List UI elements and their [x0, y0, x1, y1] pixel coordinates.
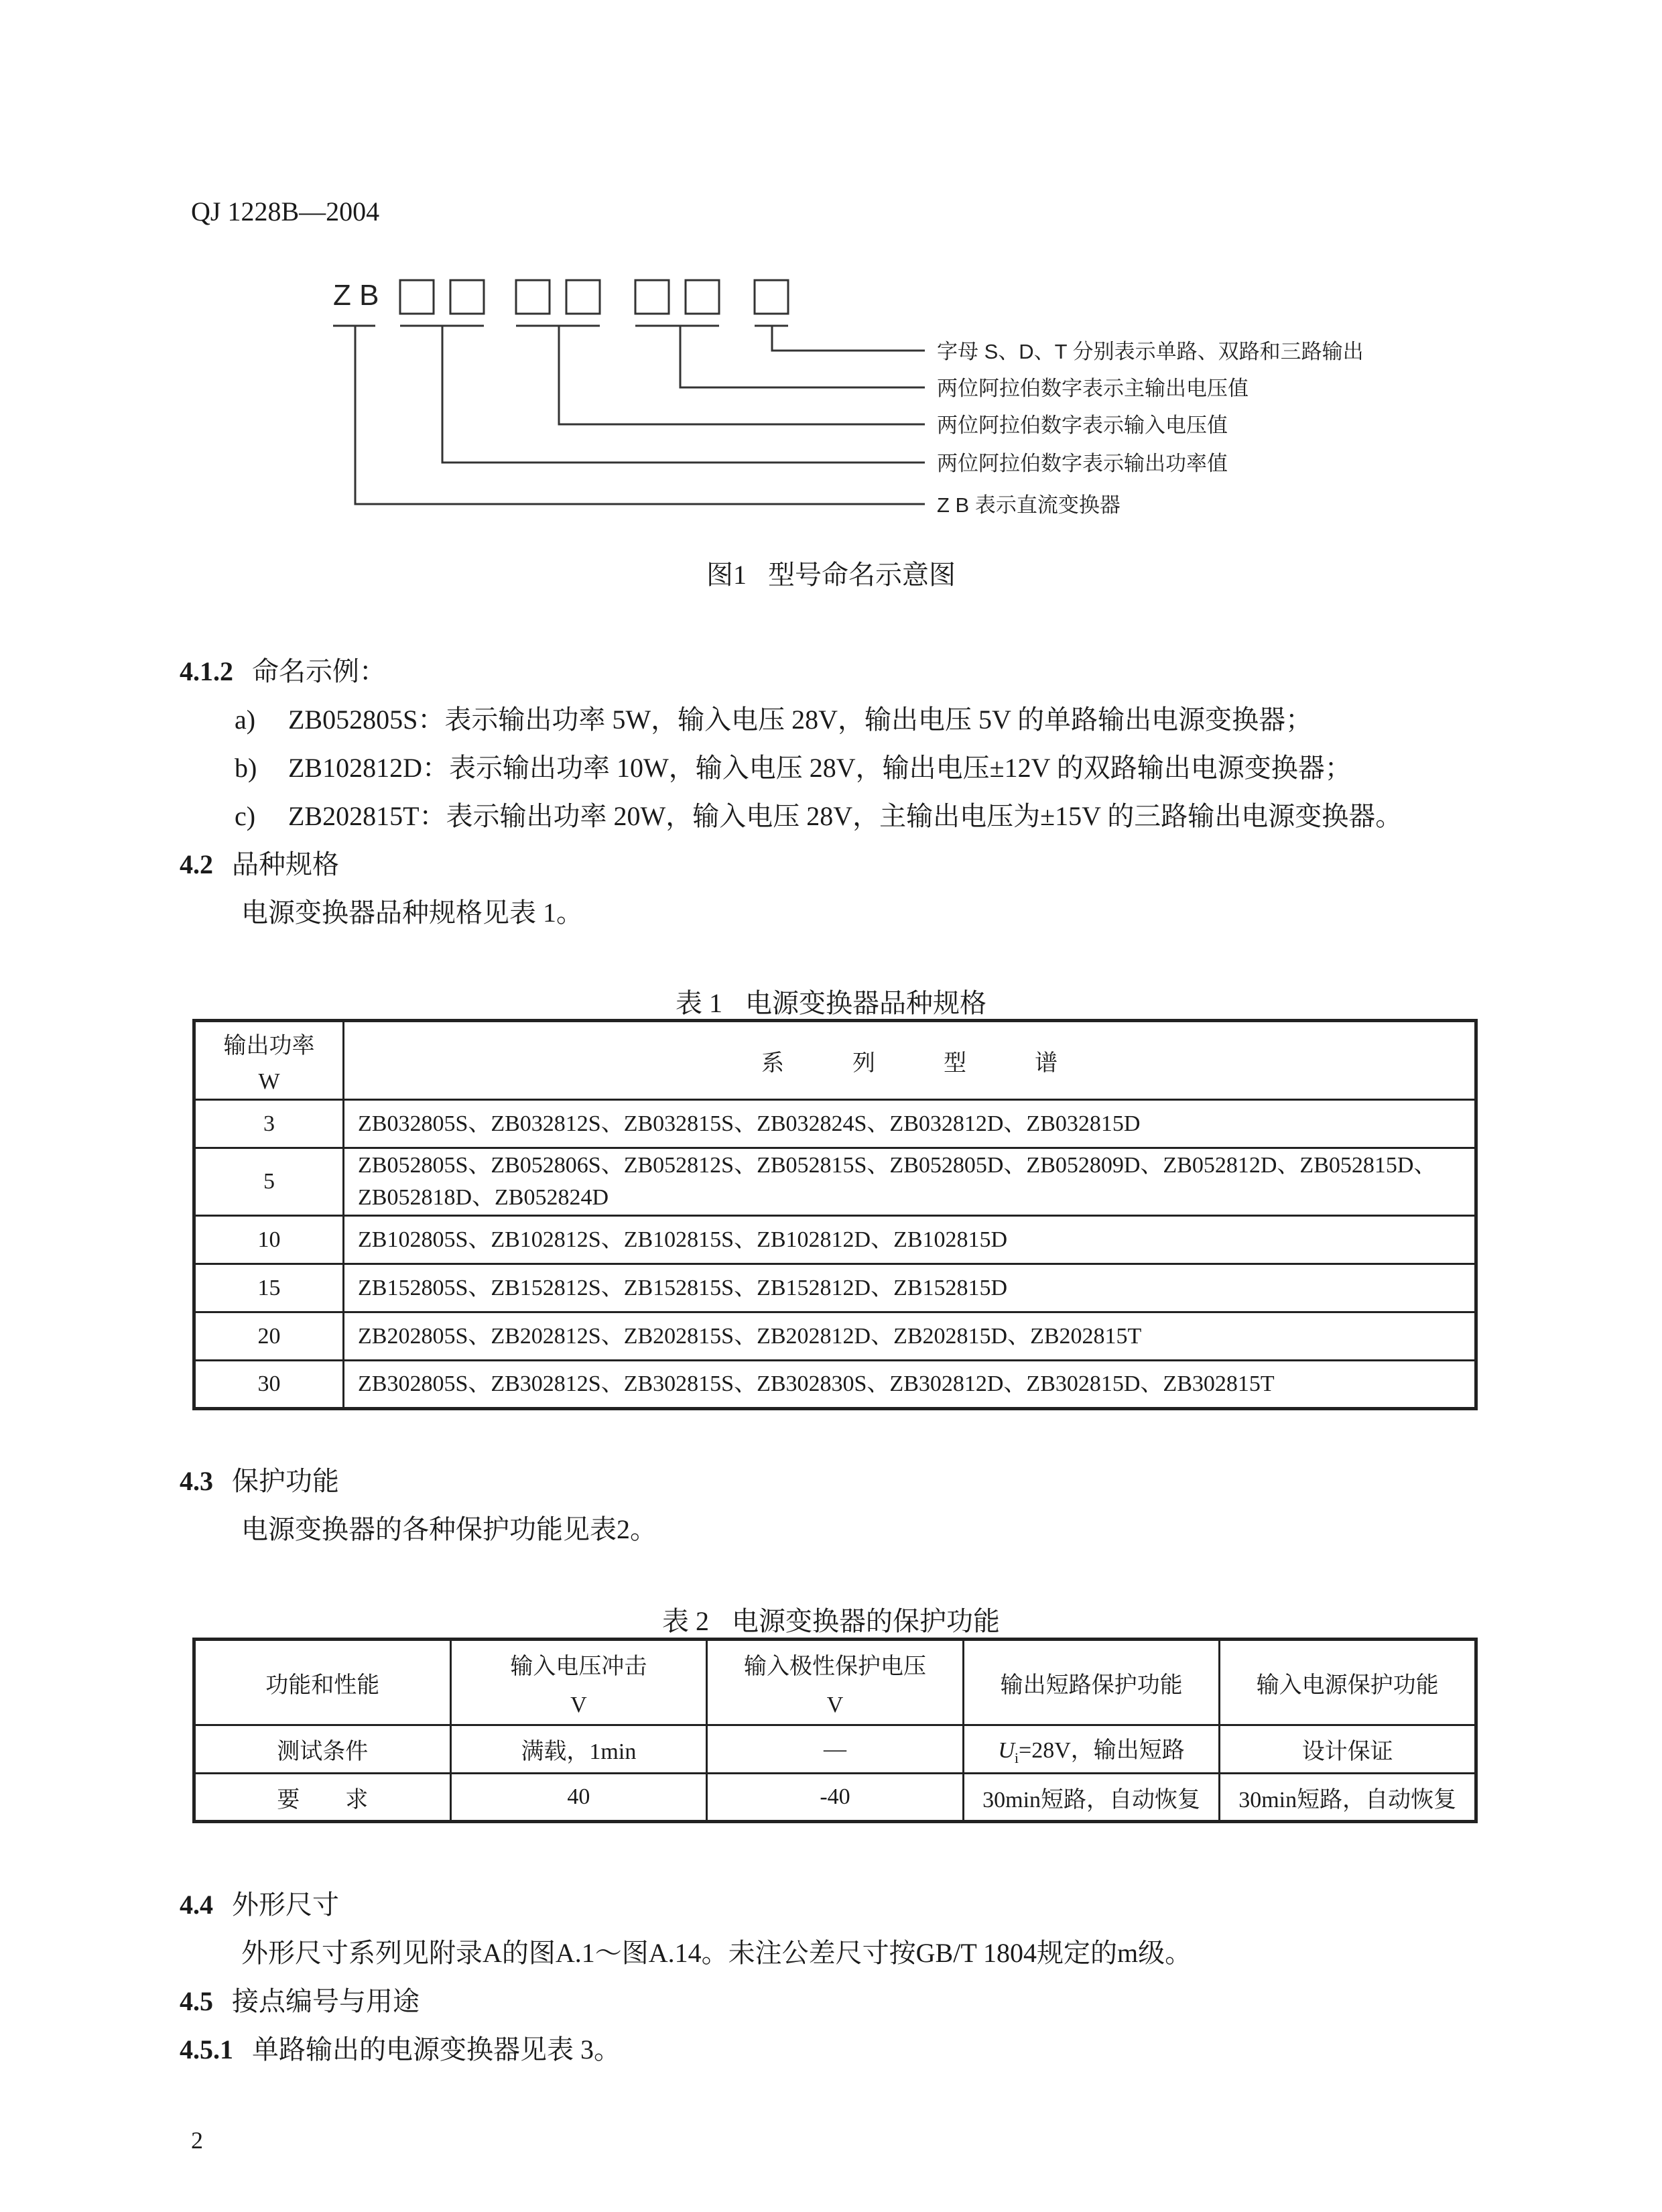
header-unit: W [258, 1068, 280, 1094]
annotation-output-power: 两位阿拉伯数字表示输出功率值 [937, 452, 1228, 475]
document-header-id: QJ 1228B—2004 [191, 196, 380, 227]
code-box-power-2 [450, 280, 484, 314]
page-number: 2 [191, 2127, 203, 2154]
leader-lines [333, 326, 925, 504]
example-item-a [235, 698, 1312, 737]
section-number: 4.3 [180, 1466, 213, 1496]
table-2-caption [0, 1600, 1662, 1638]
item-text: ZB052805S：表示输出功率 5W，输入电压 28V，输出电压 5V 的单路输出电源变换器； [288, 704, 1313, 735]
table-2-protection [192, 1638, 1478, 1823]
table-2-header-row [194, 1640, 1476, 1725]
code-box-type [755, 280, 788, 314]
section-4-5-heading [180, 1980, 420, 2018]
model-naming-diagram [0, 0, 1662, 603]
table-2-number: 表 2 [662, 1606, 709, 1636]
header-line: 输入电源保护功能 [1256, 1672, 1439, 1698]
cell: 设计保证 [1220, 1725, 1476, 1774]
section-4-2-heading [180, 843, 339, 881]
section-4-4-body: 外形尺寸系列见附录A的图A.1～图A.14。未注公差尺寸按GB/T 1804规定的m级。 [241, 1938, 1192, 1968]
table-1-specs [192, 1019, 1478, 1410]
cell: — [707, 1725, 964, 1774]
cell: 30min短路，自动恢复 [963, 1774, 1220, 1822]
table-1-header-power [194, 1021, 344, 1100]
voltage-symbol: U [998, 1738, 1015, 1764]
table-1-title: 电源变换器品种规格 [745, 988, 986, 1018]
table-row [194, 1148, 1476, 1216]
section-number: 4.1.2 [180, 656, 233, 686]
figure-1-title: 型号命名示意图 [768, 560, 956, 590]
cell: 30min短路，自动恢复 [1220, 1774, 1476, 1822]
code-box-output-1 [635, 280, 669, 314]
table-1-header-series: 系 列 型 谱 [344, 1021, 1476, 1100]
power-cell: 10 [194, 1216, 344, 1264]
header-polarity [707, 1640, 964, 1725]
item-label: a) [235, 704, 256, 735]
row-label: 要 求 [194, 1774, 451, 1822]
cell: 40 [450, 1774, 707, 1822]
table-1-caption [0, 982, 1662, 1020]
annotation-output-type: 字母 S、D、T 分别表示单路、双路和三路输出 [937, 340, 1364, 363]
diagram-prefix: Z B [333, 279, 379, 312]
table-row [194, 1264, 1476, 1312]
annotation-zb-meaning: Z B 表示直流变换器 [937, 493, 1121, 517]
code-box-input-1 [516, 280, 550, 314]
models-cell: ZB152805S、ZB152812S、ZB152815S、ZB152812D、ZB152815D [344, 1264, 1476, 1312]
cell: 满载，1min [450, 1725, 707, 1774]
models-cell: ZB302805S、ZB302812S、ZB302815S、ZB302830S、ZB302812D、ZB302815D、ZB302815T [344, 1361, 1476, 1409]
table-row [194, 1312, 1476, 1361]
header-short-circuit [963, 1640, 1220, 1725]
header-line: 输出短路保护功能 [1000, 1672, 1183, 1698]
power-cell: 20 [194, 1312, 344, 1361]
table-row [194, 1774, 1476, 1822]
cell [963, 1725, 1220, 1774]
section-4-3-body: 电源变换器的各种保护功能见表2。 [241, 1514, 657, 1544]
header-unit: V [570, 1692, 587, 1717]
section-4-3-heading [180, 1460, 339, 1498]
power-cell: 15 [194, 1264, 344, 1312]
header-line: 输出功率 [223, 1033, 315, 1058]
row-label: 测试条件 [194, 1725, 451, 1774]
section-4-5-1-heading [180, 2028, 621, 2067]
code-box-input-2 [566, 280, 600, 314]
section-title: 接点编号与用途 [232, 1986, 420, 2016]
section-title: 单路输出的电源变换器见表 3。 [252, 2034, 621, 2065]
section-number: 4.5.1 [180, 2034, 233, 2065]
example-item-c [235, 795, 1402, 833]
section-number: 4.5 [180, 1986, 213, 2016]
annotation-input-voltage: 两位阿拉伯数字表示输入电压值 [937, 414, 1228, 437]
figure-1-caption [0, 554, 1662, 592]
code-box-power-1 [400, 280, 434, 314]
section-title: 保护功能 [232, 1466, 339, 1496]
header-line: 输入极性保护电压 [743, 1654, 926, 1679]
item-label: b) [235, 753, 257, 783]
voltage-subscript: i [1014, 1749, 1019, 1766]
models-cell: ZB052805S、ZB052806S、ZB052812S、ZB052815S、ZB052805D、ZB052809D、ZB052812D、ZB052815D、ZB052818D、ZB052824D [344, 1148, 1476, 1216]
item-text: ZB202815T：表示输出功率 20W，输入电压 28V，主输出电压为±15V 的三路输出电源变换器。 [288, 801, 1403, 831]
header-line: 输入电压冲击 [510, 1654, 647, 1679]
header-input-surge [450, 1640, 707, 1725]
example-item-b [235, 747, 1352, 785]
section-title: 命名示例： [252, 656, 386, 686]
power-cell: 5 [194, 1148, 344, 1216]
models-cell: ZB202805S、ZB202812S、ZB202815S、ZB202812D、ZB202815D、ZB202815T [344, 1312, 1476, 1361]
code-box-output-2 [686, 280, 719, 314]
item-text: ZB102812D：表示输出功率 10W，输入电压 28V，输出电压±12V 的双路输出电源变换器； [288, 753, 1352, 783]
table-1-number: 表 1 [676, 988, 722, 1018]
table-row [194, 1100, 1476, 1148]
header-input-protect [1220, 1640, 1476, 1725]
section-title: 外形尺寸 [232, 1890, 339, 1920]
annotation-output-voltage: 两位阿拉伯数字表示主输出电压值 [937, 377, 1249, 400]
table-row [194, 1725, 1476, 1774]
section-4-4-heading [180, 1884, 339, 1922]
section-4-1-2-heading [180, 650, 386, 688]
models-cell: ZB032805S、ZB032812S、ZB032815S、ZB032824S、ZB032812D、ZB032815D [344, 1100, 1476, 1148]
table-2-title: 电源变换器的保护功能 [732, 1606, 1000, 1636]
cell-text: =28V，输出短路 [1019, 1738, 1185, 1764]
header-unit: V [826, 1692, 844, 1717]
section-title: 品种规格 [232, 849, 339, 879]
section-number: 4.4 [180, 1890, 213, 1920]
figure-1-number: 图1 [706, 560, 747, 590]
table-row [194, 1216, 1476, 1264]
power-cell: 30 [194, 1361, 344, 1409]
power-cell: 3 [194, 1100, 344, 1148]
section-4-2-body: 电源变换器品种规格见表 1。 [241, 898, 583, 928]
cell: -40 [707, 1774, 964, 1822]
section-number: 4.2 [180, 849, 213, 879]
item-label: c) [235, 801, 256, 831]
header-line: 功能和性能 [265, 1672, 380, 1698]
header-function [194, 1640, 451, 1725]
models-cell: ZB102805S、ZB102812S、ZB102815S、ZB102812D、ZB102815D [344, 1216, 1476, 1264]
table-row [194, 1361, 1476, 1409]
